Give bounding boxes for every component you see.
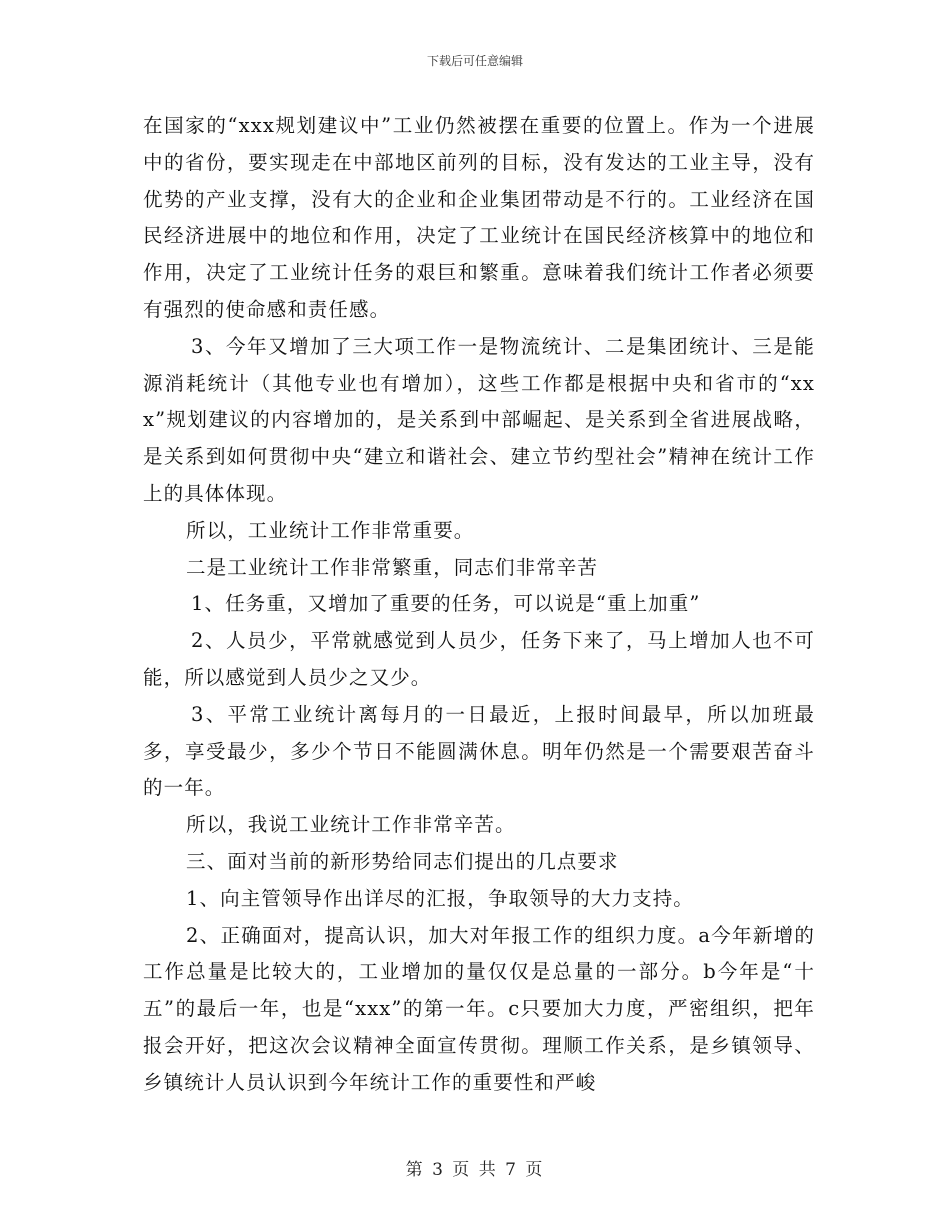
paragraph-heavy-tasks: 1、任务重，又增加了重要的任务，可以说是“重上加重” — [191, 592, 701, 616]
section-heading-heavy-work: 二是工业统计工作非常繁重，同志们非常辛苦 — [186, 555, 599, 579]
paragraph-report-to-leaders: 1、向主管领导作出详尽的汇报，争取领导的大力支持。 — [186, 886, 694, 910]
paragraph-conclusion-hard: 所以，我说工业统计工作非常辛苦。 — [186, 813, 516, 837]
section-heading-requirements: 三、面对当前的新形势给同志们提出的几点要求 — [186, 849, 619, 873]
paragraph-organize-annual-report: 2、正确面对，提高认识，加大对年报工作的组织力度。a今年新增的工作总量是比较大的，工业增加的量仅仅是总量的一部分。b今年是“十五”的最后一年，也是“xxx”的第一年。c只要加大力度，严密组织，把年报会开好，把这次会议精神全面宣传贯彻。理顺工作关系，是乡镇领导、乡镇统计人员认识到今年统计工作的重要性和严峻 — [143, 923, 815, 1094]
document-body — [143, 108, 815, 1102]
page-header-note: 下载后可任意编辑 — [426, 54, 523, 68]
page-number: 第 3 页 共 7 页 — [405, 1160, 545, 1180]
paragraph-conclusion-important: 所以，工业统计工作非常重要。 — [186, 518, 475, 542]
paragraph-few-staff: 2、人员少，平常就感觉到人员少，任务下来了，马上增加人也不可能，所以感觉到人员少之又少。 — [143, 629, 815, 689]
paragraph-new-work-items: 3、今年又增加了三大项工作一是物流统计、二是集团统计、三是能源消耗统计（其他专业也有增加），这些工作都是根据中央和省市的“xxx”规划建议的内容增加的，是关系到中部崛起、是关系到全省进展战略，是关系到如何贯彻中央“建立和谐社会、建立节约型社会”精神在统计工作上的具体体现。 — [143, 334, 815, 505]
paragraph-overtime: 3、平常工业统计离每月的一日最近，上报时间最早，所以加班最多，享受最少，多少个节日不能圆满休息。明年仍然是一个需要艰苦奋斗的一年。 — [143, 702, 815, 800]
paragraph-industry-position: 在国家的“xxx规划建议中”工业仍然被摆在重要的位置上。作为一个进展中的省份，要实现走在中部地区前列的目标，没有发达的工业主导，没有优势的产业支撑，没有大的企业和企业集团带动是不行的。工业经济在国民经济进展中的地位和作用，决定了工业统计在国民经济核算中的地位和作用，决定了工业统计任务的艰巨和繁重。意味着我们统计工作者必须要有强烈的使命感和责任感。 — [143, 114, 815, 321]
